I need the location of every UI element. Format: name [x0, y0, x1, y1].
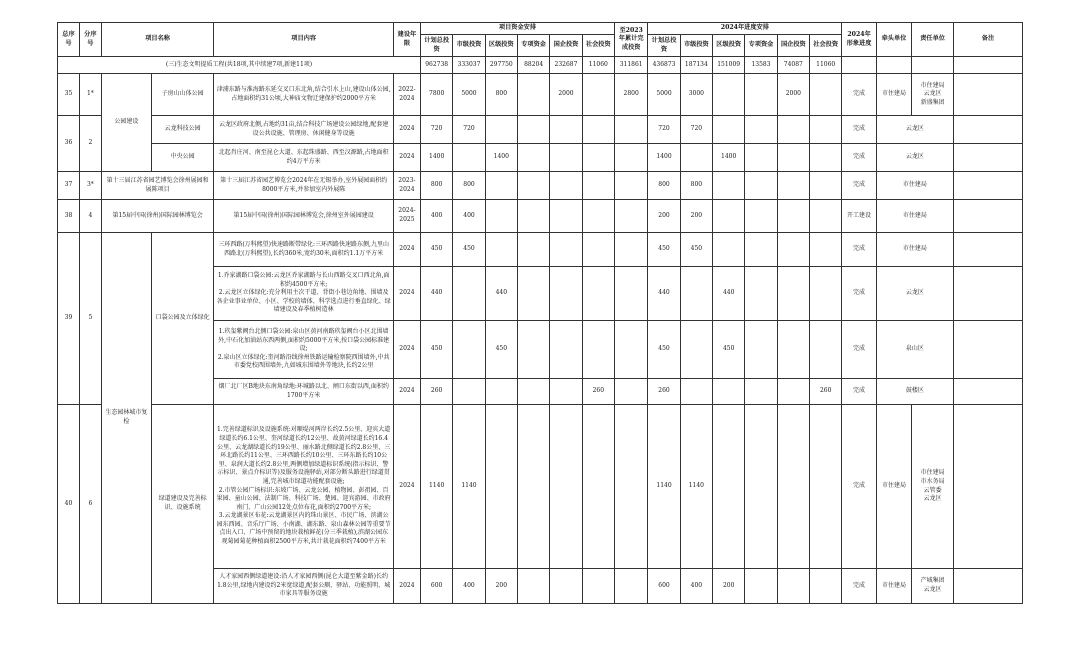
section-p-city: 187134	[680, 57, 712, 74]
row-lead: 市住建局	[876, 405, 911, 569]
row-resp: 云龙区	[876, 116, 953, 144]
table-row-40a	[58, 405, 1023, 569]
section-city: 333037	[453, 57, 485, 74]
section-row	[58, 57, 1023, 74]
section-p-social: 11060	[810, 57, 842, 74]
row-district: 800	[485, 74, 517, 116]
row-years: 2024	[393, 116, 420, 144]
row-name: 绿道建设及完善标识、设施系统	[151, 405, 214, 604]
row-total-no: 36	[58, 116, 80, 172]
row-total-no: 35	[58, 74, 80, 116]
row-sub-no: 6	[79, 405, 101, 604]
row-p-soe: 2000	[777, 74, 809, 116]
row-p-plan: 1140	[648, 405, 680, 569]
header-social: 社会投资	[582, 35, 614, 57]
row-years: 2023-2024	[393, 172, 420, 200]
header-total-no: 总序号	[58, 23, 80, 57]
row-p-district: 200	[713, 569, 745, 604]
header-lead-unit: 牵头单位	[876, 23, 911, 57]
header-project-content: 项目内容	[214, 23, 393, 57]
row-name: 第15届中国(徐州)国际园林博览会	[101, 200, 214, 233]
row-city: 800	[453, 172, 485, 200]
section-p-special: 13583	[745, 57, 777, 74]
row-p-city: 720	[680, 116, 712, 144]
table-row-37	[58, 172, 1023, 200]
row-name: 云龙科技公园	[151, 116, 214, 144]
row-content: 三环西路(万科熙望)快速路断带绿化:三环西路快速路东侧,九里山西路北(万科熙望),长约360米,宽约30米,面积约1.1万平方米	[214, 233, 393, 267]
row-p-plan: 800	[648, 172, 680, 200]
row-resp: 云龙区	[876, 144, 953, 172]
row-p-plan: 260	[648, 379, 680, 405]
row-name: 第十三届江苏省园艺博览会徐州展园和展陈项目	[101, 172, 214, 200]
row-progress: 完成	[842, 172, 876, 200]
row-progress: 完成	[842, 321, 876, 379]
row-total-no: 37	[58, 172, 80, 200]
row-p-city: 450	[680, 233, 712, 267]
row-city: 5000	[453, 74, 485, 116]
row-p-district: 440	[713, 267, 745, 321]
row-p-city: 1140	[680, 405, 712, 569]
row-years: 2024	[393, 379, 420, 405]
row-p-plan: 600	[648, 569, 680, 604]
row-p-plan: 1400	[648, 144, 680, 172]
section-special: 88204	[517, 57, 549, 74]
table-row-35	[58, 74, 1023, 116]
row-content: 第15届中国(徐州)国际园林博览会,徐州室外展园建设	[214, 200, 393, 233]
header-district: 区级投资	[485, 35, 517, 57]
section-p-soe: 74087	[777, 57, 809, 74]
row-city: 400	[453, 569, 485, 604]
header-sub-no: 分序号	[79, 23, 101, 57]
row-progress: 完成	[842, 116, 876, 144]
row-content: 云龙区政府北侧,占地约31亩,结合科技广场建设公园绿地,配套建设公共设施、管理房、休闲健身等设施	[214, 116, 393, 144]
row-plan: 1400	[420, 144, 452, 172]
header-funding-group: 项目资金安排	[420, 23, 614, 35]
header-plan-total: 计划总投资	[420, 35, 452, 57]
row-sub-no: 3*	[79, 172, 101, 200]
header-soe: 国企投资	[550, 35, 582, 57]
row-name: 中央公园	[151, 144, 214, 172]
row-name: 口袋公园及立体绿化	[151, 233, 214, 405]
table-row-38	[58, 200, 1023, 233]
row-years: 2024	[393, 405, 420, 569]
section-plan-total: 962738	[420, 57, 452, 74]
section-social: 11060	[582, 57, 614, 74]
row-total-no: 38	[58, 200, 80, 233]
section-title: (三)生态文明提质工程(共18项,其中续建7项,新建11项)	[58, 57, 421, 74]
row-years: 2024	[393, 267, 420, 321]
row-district: 450	[485, 321, 517, 379]
row-content: 1.乔家湖路口袋公园:云龙区乔家湖路与长山西路交叉口西北角,面积约4500平方米; 2.云龙区立体绿化:充分利用主次干道、背街小巷边角地、围墙及各企业事业单位、小区、学校的墙体、科学选点进行垂直绿化、绿墙建设及春季植树造林	[214, 267, 393, 321]
row-progress: 完成	[842, 233, 876, 267]
row-progress: 完成	[842, 144, 876, 172]
group-eco: 生态园林城市复检	[101, 233, 151, 604]
header-p-plan-total: 计划总投资	[648, 35, 680, 57]
row-progress: 完成	[842, 267, 876, 321]
row-social: 260	[582, 379, 614, 405]
row-city: 720	[453, 116, 485, 144]
row-city: 450	[453, 233, 485, 267]
group-park: 公园建设	[101, 74, 151, 172]
section-p-plan-total: 436873	[648, 57, 680, 74]
row-resp: 市住建局	[876, 172, 953, 200]
row-resp: 市住建局	[876, 200, 953, 233]
row-years: 2024	[393, 233, 420, 267]
table-row-36b	[58, 144, 1023, 172]
row-resp: 鼓楼区	[876, 379, 953, 405]
row-progress: 完成	[842, 569, 876, 604]
row-lead: 市住建局	[876, 569, 911, 604]
row-total-no: 39	[58, 233, 80, 405]
row-p-district: 450	[713, 321, 745, 379]
header-p-district: 区级投资	[713, 35, 745, 57]
row-progress: 开工建设	[842, 200, 876, 233]
header-row-1	[58, 23, 1023, 35]
row-plan: 440	[420, 267, 452, 321]
header-progress-2024-group: 2024年进度安排	[648, 23, 842, 35]
row-plan: 450	[420, 321, 452, 379]
section-p-district: 151009	[713, 57, 745, 74]
header-special: 专项资金	[517, 35, 549, 57]
row-content: 人才家园西侧绿道建设:沿人才家园西侧(昆仑大道至紫金路)长约1.8公里,绿地内建设约2米宽绿道,配套公厕、驿站、功能照明、城市家具等服务设施	[214, 569, 393, 604]
row-p-district: 1400	[713, 144, 745, 172]
row-p-plan: 440	[648, 267, 680, 321]
row-district: 1400	[485, 144, 517, 172]
header-p-special: 专项资金	[745, 35, 777, 57]
header-build-years: 建设年限	[393, 23, 420, 57]
row-resp: 市住建局	[876, 233, 953, 267]
row-plan: 1140	[420, 405, 452, 569]
header-p-soe: 国企投资	[777, 35, 809, 57]
row-sub-no: 5	[79, 233, 101, 405]
row-sub-no: 2	[79, 116, 101, 172]
header-p-city: 市级投资	[680, 35, 712, 57]
row-total-no: 40	[58, 405, 80, 604]
row-content: 1.玖玺紫阙台北侧口袋公园:泉山区黄河南路玖玺阙台小区北围墙外,中石化加油站东西两侧,面积约5000平方米,按口袋公园标准建设; 2.泉山区立体绿化:奎河路沿线徐州铁路运输检察院西围墙外,中共市委党校西围墙外,九如城东围墙外等地块,长约2公里	[214, 321, 393, 379]
row-progress: 完成	[842, 74, 876, 116]
header-project-name: 项目名称	[101, 23, 214, 57]
row-p-plan: 450	[648, 233, 680, 267]
row-city: 1140	[453, 405, 485, 569]
section-soe: 232687	[550, 57, 582, 74]
row-resp: 云龙区	[876, 267, 953, 321]
row-soe: 2000	[550, 74, 582, 116]
header-image-progress: 2024年形象进度	[842, 23, 876, 57]
header-remarks: 备注	[953, 23, 1022, 57]
row-lead: 市住建局	[876, 74, 911, 116]
row-years: 2024-2025	[393, 200, 420, 233]
row-resp: 市住建局 市水务局 云管委 云龙区	[912, 405, 954, 569]
row-p-city: 200	[680, 200, 712, 233]
row-years: 2024	[393, 144, 420, 172]
row-plan: 400	[420, 200, 452, 233]
row-resp: 泉山区	[876, 321, 953, 379]
row-p-city: 800	[680, 172, 712, 200]
header-resp-unit: 责任单位	[912, 23, 954, 57]
row-resp: 产城集团 云龙区	[912, 569, 954, 604]
table-row-39a	[58, 233, 1023, 267]
row-district: 440	[485, 267, 517, 321]
row-name: 子房山山体公园	[151, 74, 214, 116]
row-content: 津浦东路与淮海路东延交叉口东北角,结合引水上山,建设山体公园,占地面积约31公顷,大神庙文物迁建保护约2000平方米	[214, 74, 393, 116]
row-content: 1.完善绿道标识及设施系统:对顺堤河两岸长约2.5公里、迎宾大道绿道长约6.1公里、奎河绿道长约12公里、故黄河绿道长约16.4公里、云龙湖绿道长约19公里、丽水路北侧绿道长约2.8公里、三环北路长约11公里、三环西路长约10公里、三环东路长约10公里、泉润大道长约2.8公里,两侧增加绿道标识系统(指示标识、警示标识、景点介标识等)及服务设施驿站,对部分断头路进行绿道贯通,完善城市绿道功能配套设施; 2.市管公园广场标识:东坡广场、云龙公园、植物园、彭祖园、百果园、童山公园、法制广场、科技广场、楚园、迎宾游园、市政府南门、广山公园12处点位布花,面积约2700平方米; 3.云龙湖景区布花:云龙湖景区内的珠山景区、市民广场、滨湖公园东西园、音乐厅广场、小南湖、湖东路、泉山森林公园等重要节点出入口、广场中预留的地块栽植鲜花(分三季栽植),滨湖公园东观菊园菊花种植面积2500平方米,共计栽花面积约7400平方米	[214, 405, 393, 569]
row-p-plan: 450	[648, 321, 680, 379]
row-content: 北起肖庄河、南至昆仑大道、东起珠盛路、西至汉源路,占地面积约4万平方米	[214, 144, 393, 172]
row-sub-no: 1*	[79, 74, 101, 116]
row-content: 第十三届江苏省园艺博览会2024年在无锡举办,室外展园面积约8000平方米,并参加室内外展陈	[214, 172, 393, 200]
header-p-social: 社会投资	[810, 35, 842, 57]
row-p-plan: 5000	[648, 74, 680, 116]
row-p-city: 3000	[680, 74, 712, 116]
section-district: 297750	[485, 57, 517, 74]
table-row-36a	[58, 116, 1023, 144]
row-cumulative: 2800	[614, 74, 647, 116]
header-cumulative-2023: 至2023年累计完成投资	[614, 23, 647, 57]
row-p-plan: 200	[648, 200, 680, 233]
row-p-social: 260	[810, 379, 842, 405]
row-plan: 800	[420, 172, 452, 200]
row-content: 烟厂北厂区B地块东南角绿地:环城路以北、闸口东街以西,面积约1700平方米	[214, 379, 393, 405]
header-city: 市级投资	[453, 35, 485, 57]
row-district: 200	[485, 569, 517, 604]
row-plan: 600	[420, 569, 452, 604]
row-progress: 完成	[842, 379, 876, 405]
row-progress: 完成	[842, 405, 876, 569]
row-city: 400	[453, 200, 485, 233]
row-plan: 260	[420, 379, 452, 405]
row-p-plan: 720	[648, 116, 680, 144]
row-plan: 450	[420, 233, 452, 267]
project-table	[57, 22, 1023, 604]
row-sub-no: 4	[79, 200, 101, 233]
row-p-city: 400	[680, 569, 712, 604]
row-resp: 市住建局 云龙区 新盛集团	[912, 74, 954, 116]
row-years: 2022-2024	[393, 74, 420, 116]
row-years: 2024	[393, 321, 420, 379]
row-plan: 720	[420, 116, 452, 144]
row-years: 2024	[393, 569, 420, 604]
section-cumulative: 311861	[614, 57, 647, 74]
row-plan: 7800	[420, 74, 452, 116]
